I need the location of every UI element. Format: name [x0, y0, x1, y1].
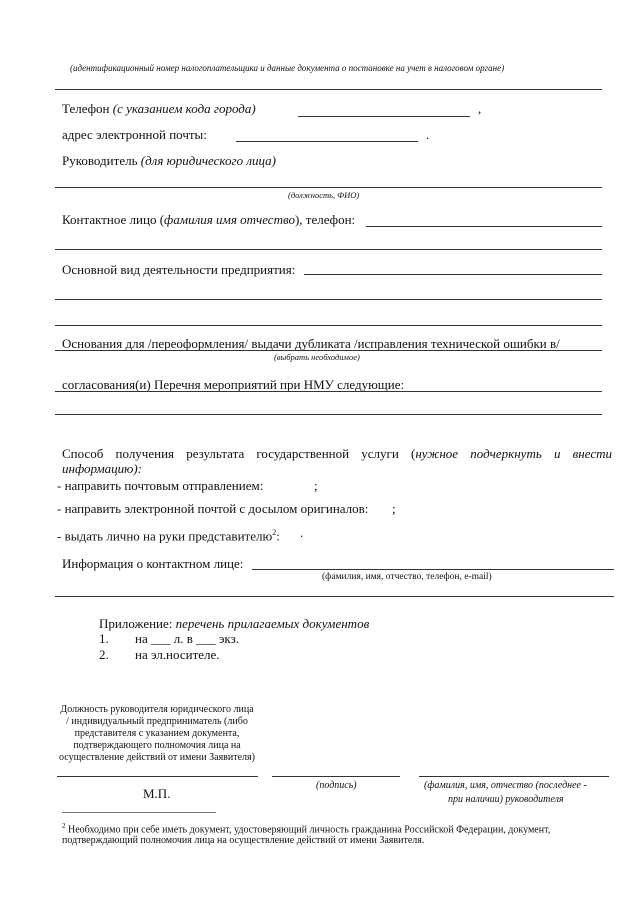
footnote-separator [62, 812, 216, 813]
contact-info-field-line2[interactable] [55, 596, 614, 597]
head-label: Руководитель (для юридического лица) [62, 153, 276, 168]
phone-label: Телефон (с указанием кода города) [62, 101, 256, 116]
inn-caption: (идентификационный номер налогоплательщика и данные документа о постановке на учет в налоговом органе) [70, 63, 505, 73]
grounds-line2: согласования(и) Перечня мероприятий при НМУ следующие: [62, 377, 405, 392]
email-dot: . [426, 127, 430, 142]
grounds-caption: (выбрать необходимое) [274, 352, 360, 362]
contact-info-caption: (фамилия, имя, отчество, телефон, e-mail) [322, 572, 492, 582]
receipt-method-line1: Способ получения результата государственной услуги (нужное подчеркнуть и внести [62, 446, 612, 461]
grounds-field-line3[interactable] [55, 414, 602, 415]
attachment-item-2: на эл.носителе. [135, 647, 220, 662]
option-in-person-dot: . [300, 525, 304, 540]
name-caption-2: при наличии) руководителя [448, 794, 564, 805]
contact-person-field[interactable] [366, 226, 602, 227]
signature-field[interactable] [272, 776, 400, 777]
head-caption: (должность, ФИО) [288, 190, 360, 200]
option-post-end: ; [314, 478, 318, 493]
contact-person-label: Контактное лицо (фамилия имя отчество), телефон: [62, 212, 356, 227]
grounds-line1: Основания для /переоформления/ выдачи дубликата /исправления технической ошибки в/ [62, 336, 560, 351]
option-email-end: ; [392, 501, 396, 516]
attachment-label: Приложение: перечень прилагаемых документов [99, 616, 370, 631]
option-in-person[interactable]: - выдать лично на руки представителю$^2$: [57, 528, 280, 544]
name-caption-1: (фамилия, имя, отчество (последнее - [424, 780, 587, 791]
attachment-item-1: на ___ л. в ___ экз. [135, 631, 239, 646]
name-field[interactable] [419, 776, 609, 777]
head-field[interactable] [55, 187, 602, 188]
email-label: адрес электронной почты: [62, 127, 207, 142]
position-field[interactable] [57, 776, 258, 777]
attachment-item-2-num: 2. [99, 647, 109, 662]
phone-field[interactable] [298, 116, 470, 117]
receipt-method-line2: информацию): [62, 461, 142, 476]
signature-caption: (подпись) [316, 780, 357, 791]
contact-person-field-line2[interactable] [55, 249, 602, 250]
grounds-field[interactable] [55, 350, 602, 351]
contact-info-field[interactable] [252, 569, 614, 570]
footnote-line2: подтверждающий полномочия лица на осуществление действий от имени Заявителя. [62, 835, 425, 846]
grounds-field-line2[interactable] [55, 391, 602, 392]
footnote-line1: $^2$ Необходимо при себе иметь документ, удостоверяющий личность гражданина Российской Федерации, документ, [62, 822, 551, 836]
attachment-item-1-num: 1. [99, 631, 109, 646]
contact-info-label: Информация о контактном лице: [62, 556, 244, 571]
phone-comma: , [478, 101, 482, 116]
activity-label: Основной вид деятельности предприятия: [62, 262, 296, 277]
activity-field[interactable] [304, 274, 602, 275]
stamp-label: М.П. [143, 786, 171, 801]
email-field[interactable] [236, 141, 418, 142]
activity-field-line2[interactable] [55, 299, 602, 300]
position-caption: Должность руководителя юридического лица / индивидуальный предприниматель (либо представителя с указанием документа, подтверждающего полномочия лица на осуществление действий от имени Заявителя) [59, 704, 255, 763]
option-email[interactable]: - направить электронной почтой с досылом оригиналов: [57, 501, 369, 516]
divider-line [55, 89, 602, 90]
option-post[interactable]: - направить почтовым отправлением: [57, 478, 264, 493]
activity-field-line3[interactable] [55, 325, 602, 326]
